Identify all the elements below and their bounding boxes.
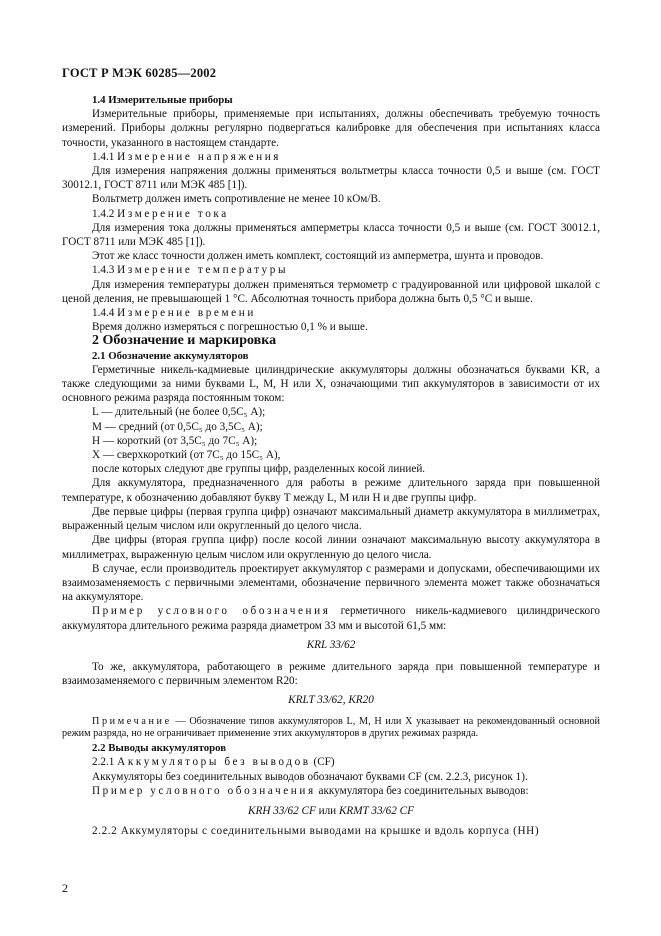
example-paragraph bbox=[62, 784, 600, 798]
clause-2-2-2: 2.2.2 Аккумуляторы с соединительными выводами на крышке и вдоль корпуса (HH) bbox=[92, 825, 540, 838]
clause-1-4-4 bbox=[62, 306, 600, 320]
standard-header: ГОСТ Р МЭК 60285—2002 bbox=[62, 66, 217, 80]
paragraph: Этот же класс точности должен иметь комплект, состоящий из амперметра, шунта и проводов. bbox=[92, 250, 544, 263]
list-item: M — средний (от 0,5C₅ до 3,5C₅ А); bbox=[92, 420, 263, 433]
paragraph: В случае, если производитель проектирует аккумулятор с размерами и допусками, обеспечивающими их взаимозаменяемость с первичными элементами, обозначение первичного элемента может также обозначаться на аккумуляторе. bbox=[62, 562, 600, 604]
example-text: аккумулятора без соединительных выводов: bbox=[315, 784, 529, 797]
note-paragraph bbox=[62, 716, 600, 742]
designation-formula bbox=[62, 804, 600, 818]
paragraph: Время должно измеряться с погрешностью 0,1 % и выше. bbox=[92, 321, 368, 334]
clause-title: Аккумуляторы без выводов bbox=[117, 756, 311, 769]
paragraph: Аккумуляторы без соединительных выводов обозначают буквами CF (см. 2.2.3, рисунок 1). bbox=[92, 770, 528, 783]
note-label: Примечание bbox=[92, 715, 172, 727]
paragraph: Вольтметр должен иметь сопротивление не менее 10 кОм/В. bbox=[92, 193, 381, 206]
clause-1-4-3 bbox=[62, 263, 600, 277]
clause-number: 1.4.4 bbox=[92, 307, 115, 320]
designation-formula: KRL 33/62 bbox=[306, 638, 356, 651]
clause-number: 1.4.2 bbox=[92, 207, 115, 220]
clause-title: Измерение тока bbox=[117, 207, 229, 220]
formula-part: KRMT 33/62 CF bbox=[338, 804, 414, 817]
document-body bbox=[62, 93, 600, 838]
paragraph: Для измерения тока должны применяться амперметры класса точности 0,5 и выше (см. ГОСТ 30012.1, ГОСТ 8711 или МЭК 485 [1]). bbox=[62, 221, 600, 249]
paragraph: Для измерения напряжения должны применяться вольтметры класса точности 0,5 и выше (см. ГОСТ 30012.1, ГОСТ 8711 или МЭК 485 [1]). bbox=[62, 165, 600, 192]
clause-title: Измерение напряжения bbox=[117, 150, 282, 163]
paragraph: Герметичные никель-кадмиевые цилиндрические аккумуляторы должны обозначаться буквами KR, а также следующими за ними буквами L, M, H или X, означающими тип аккумуляторов в зависимости от их основного режима разряда постоянным током: bbox=[62, 363, 600, 405]
clause-number: 1.4.1 bbox=[92, 150, 115, 163]
paragraph: Для измерения температуры должен применяться термометр с градуированной или цифровой шкалой с ценой деления, не превышающей 1 °С. Абсолютная точность прибора должна быть 0,5 °С и выше. bbox=[62, 278, 600, 305]
list-item: X — сверхкороткий (от 7C₅ до 15C₅ А), bbox=[92, 449, 281, 462]
list-item: H — короткий (от 3,5C₅ до 7C₅ А); bbox=[92, 434, 258, 447]
example-label: Пример условного обозначения bbox=[92, 784, 316, 797]
formula-part: KRH 33/62 CF bbox=[248, 804, 316, 817]
example-paragraph bbox=[62, 604, 600, 632]
clause-title: Измерение времени bbox=[117, 307, 256, 320]
paragraph: Две цифры (вторая группа цифр) после косой линии означают максимальную высоту аккумулятора в миллиметрах, выраженную целым числом или округленную до целого числа. bbox=[62, 534, 600, 561]
paragraph: То же, аккумулятора, работающего в режиме длительного заряда при повышенной температуре и взаимозаменяемого с первичным элементом R20: bbox=[62, 660, 600, 688]
clause-number: 2.2.1 bbox=[92, 756, 115, 769]
paragraph: Для аккумулятора, предназначенного для работы в режиме длительного заряда при повышенной температуре, к обозначению добавляют букву T между L, M или H и две группы цифр. bbox=[62, 477, 600, 504]
clause-code: (CF) bbox=[310, 756, 335, 769]
subsection-title-2-2: 2.2 Выводы аккумуляторов bbox=[92, 742, 227, 755]
example-label: Пример условного обозначения bbox=[92, 605, 331, 618]
subsection-title-1-4: 1.4 Измерительные приборы bbox=[92, 94, 233, 106]
page-number: 2 bbox=[62, 881, 68, 895]
section-title-2: 2 Обозначение и маркировка bbox=[92, 333, 277, 349]
paragraph: Измерительные приборы, применяемые при испытаниях, должны обеспечивать требуемую точность измерений. Приборы должны регулярно подвергаться калибровке для обеспечения при испытаниях класса точности, указанного в настоящем стандарте. bbox=[62, 108, 600, 149]
clause-title: Измерение температуры bbox=[117, 264, 289, 277]
list-item: L — длительный (не более 0,5C₅ А); bbox=[92, 406, 266, 419]
clause-1-4-1 bbox=[62, 150, 600, 164]
clause-1-4-2 bbox=[62, 207, 600, 221]
designation-formula: KRLT 33/62, KR20 bbox=[288, 694, 374, 707]
paragraph: Две первые цифры (первая группа цифр) означают максимальный диаметр аккумулятора в миллиметрах, выраженный целым числом или округленный до целого числа. bbox=[62, 505, 600, 533]
clause-number: 1.4.3 bbox=[92, 264, 115, 277]
note-text: — Обозначение типов аккумуляторов L, M, H или X указывает на рекомендованный основной режим разряда, но не ограничивает применение этих аккумуляторов в других режимах разряда. bbox=[62, 715, 600, 740]
formula-conjunction: или bbox=[315, 804, 339, 817]
paragraph: после которых следуют две группы цифр, разделенных косой линией. bbox=[92, 463, 426, 476]
subsection-title-2-1: 2.1 Обозначение аккумуляторов bbox=[92, 349, 249, 362]
clause-2-2-1 bbox=[62, 755, 600, 769]
example-text: герметичного никель-кадмиевого цилиндрического аккумулятора длительного режима разряда диаметром 33 мм и высотой 61,5 мм: bbox=[62, 605, 600, 632]
